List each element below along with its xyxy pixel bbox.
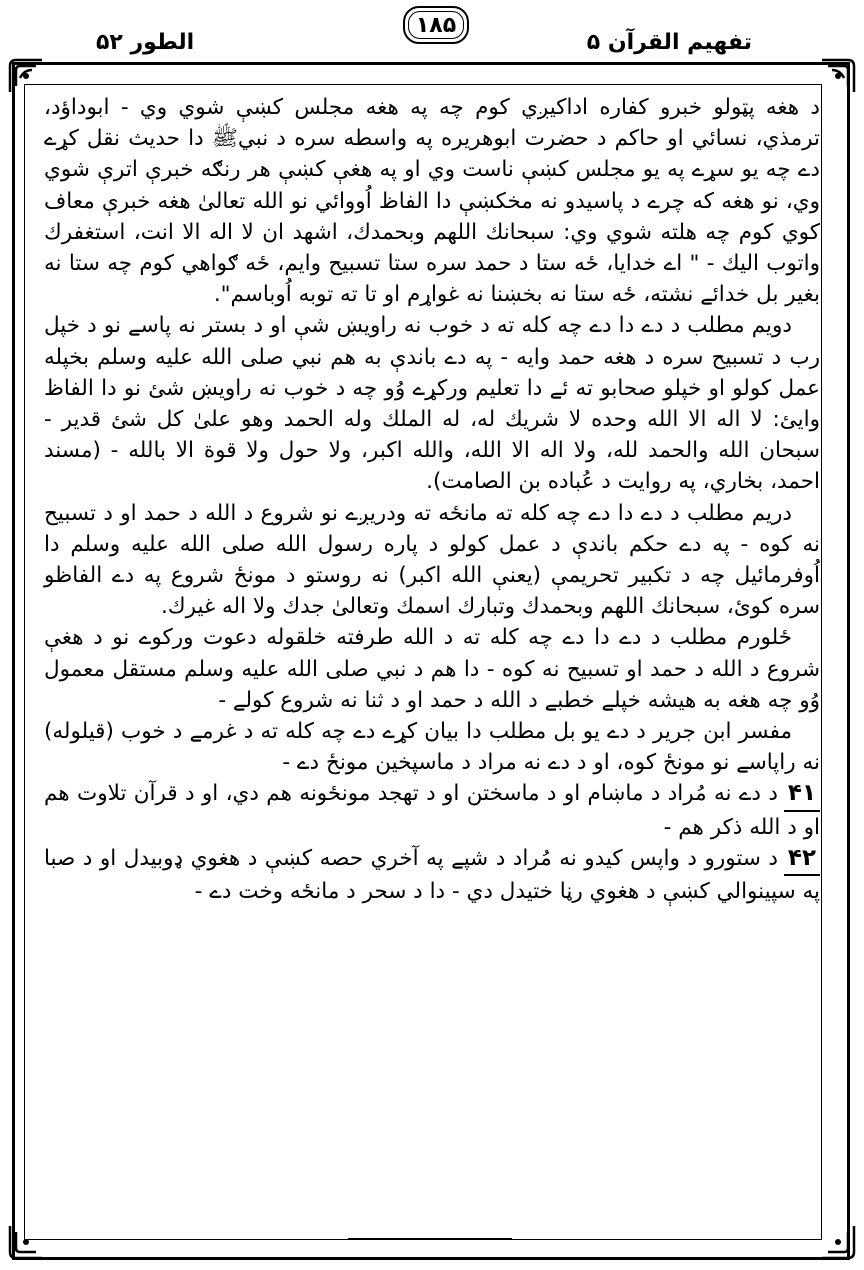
book-title: تفهیم القرآن ۵	[586, 30, 752, 55]
corner-ornament-icon	[6, 56, 46, 96]
footnote-number: ۴۱	[784, 778, 820, 811]
surah-label: الطور ۵۲	[96, 30, 195, 55]
paragraph-1: د هغه پټولو خبرو کفاره اداکیږي کوم چه په هغه مجلس کښې شوي وي - ابوداؤد، ترمذي، نسائي او حاکم د حضرت ابوهریره په واسطه سره د نبيﷺ دا حدیث نقل کړے دے چه یو سړے په یو مجلس کښې ناست وي او په هغې کښې هر رنګه خبرې اترې شوي وي، نو هغه که چرے د پاسیدو نه مخکښې دا الفاظ اُووائي نو الله تعالیٰ هغه خبرې معاف کوي کوم چه هلته شوي وي: سبحانك اللهم وبحمدك، اشهد ان لا اله الا انت، استغفرك واتوب اليك - " اے خدایا، ځه ستا د حمد سره ستا تسبیح وایم، ځه ګواهي کوم چه ستا نه بغیر بل خدائے نشته، ځه ستا نه بخښنا نه غواړم او تا ته توبه اُوباسم".	[44, 95, 820, 308]
footnote-42	[44, 843, 820, 907]
corner-ornament-icon	[818, 1222, 858, 1262]
paragraph-2: دویم مطلب د دے دا دے چه کله ته د خوب نه راویښ شې او د بستر نه پاسے نو د خپل رب د تسبیح سره د هغه حمد وایه - په دے باندې به هم نبي صلی الله علیه وسلم بخپله عمل کولو او خپلو صحابو ته ئے دا تعلیم ورکړے وُو چه د خوب نه راویښ شئ نو دا الفاظ وایئ: لا اله الا الله وحده لا شریك له، له الملك وله الحمد وهو علیٰ کل شئ قدیر - سبحان الله والحمد لله، ولا اله الا الله، والله اکبر، ولا حول ولا قوة الا بالله - (مسند احمد، بخاري، په روایت د عُباده بن الصامت).	[44, 313, 820, 495]
page-header	[0, 0, 864, 64]
page-number-badge	[403, 6, 469, 44]
footnote-number: ۴۲	[784, 843, 820, 876]
page-number: ۱۸۵	[415, 12, 457, 38]
corner-ornament-icon	[818, 56, 858, 96]
paragraph-5: مفسر ابن جریر د دے یو بل مطلب دا بیان کړے دے چه کله ته د غرمے د خوب (قیلوله) نه راپاسے نو مونځ کوه، او د دے نه مراد د ماسپخین مونځ دے -	[44, 719, 820, 776]
end-divider	[348, 1238, 512, 1240]
corner-ornament-icon	[6, 1222, 46, 1262]
footnote-text: د دے نه مُراد د ماښام او د ماسختن او د تهجد مونځونه هم دي، او د قرآن تلاوت هم او د الله ذکر هم -	[44, 781, 820, 840]
paragraph-4: ځلورم مطلب د دے دا دے چه کله ته د الله طرفته خلقوله دعوت ورکوے نو د هغې شروع د الله د حمد او تسبیح نه کوه - دا هم د نبي صلی الله علیه وسلم مستقل معمول وُو چه هغه به هیشه خپلے خطبے د الله د حمد او د ثنا نه شروع کولے -	[44, 625, 820, 713]
footnote-41	[44, 778, 820, 842]
footnote-text: د ستورو د واپس کیدو نه مُراد د شپے په آخري حصه کښې د هغوي ډوبیدل او د صبا په سپینوالي کښې د هغوي رڼا ختیدل دي - دا د سحر د مانځه وخت دے -	[44, 845, 820, 905]
paragraph-3: دریم مطلب د دے دا دے چه کله ته مانځه ته ودریږے نو شروع د الله د حمد او د تسبیح نه کوه - په دے حکم باندې د عمل کولو د پاره رسول الله صلی الله علیه وسلم دا اُوفرمائیل چه د تکبیر تحریمې (یعنې الله اکبر) نه روستو د مونځ شروع په دے الفاظو سره کوئ، سبحانك اللهم وبحمدك وتبارك اسمك وتعالیٰ جدك ولا اله غیرك.	[44, 500, 820, 620]
commentary-body	[44, 92, 820, 1212]
